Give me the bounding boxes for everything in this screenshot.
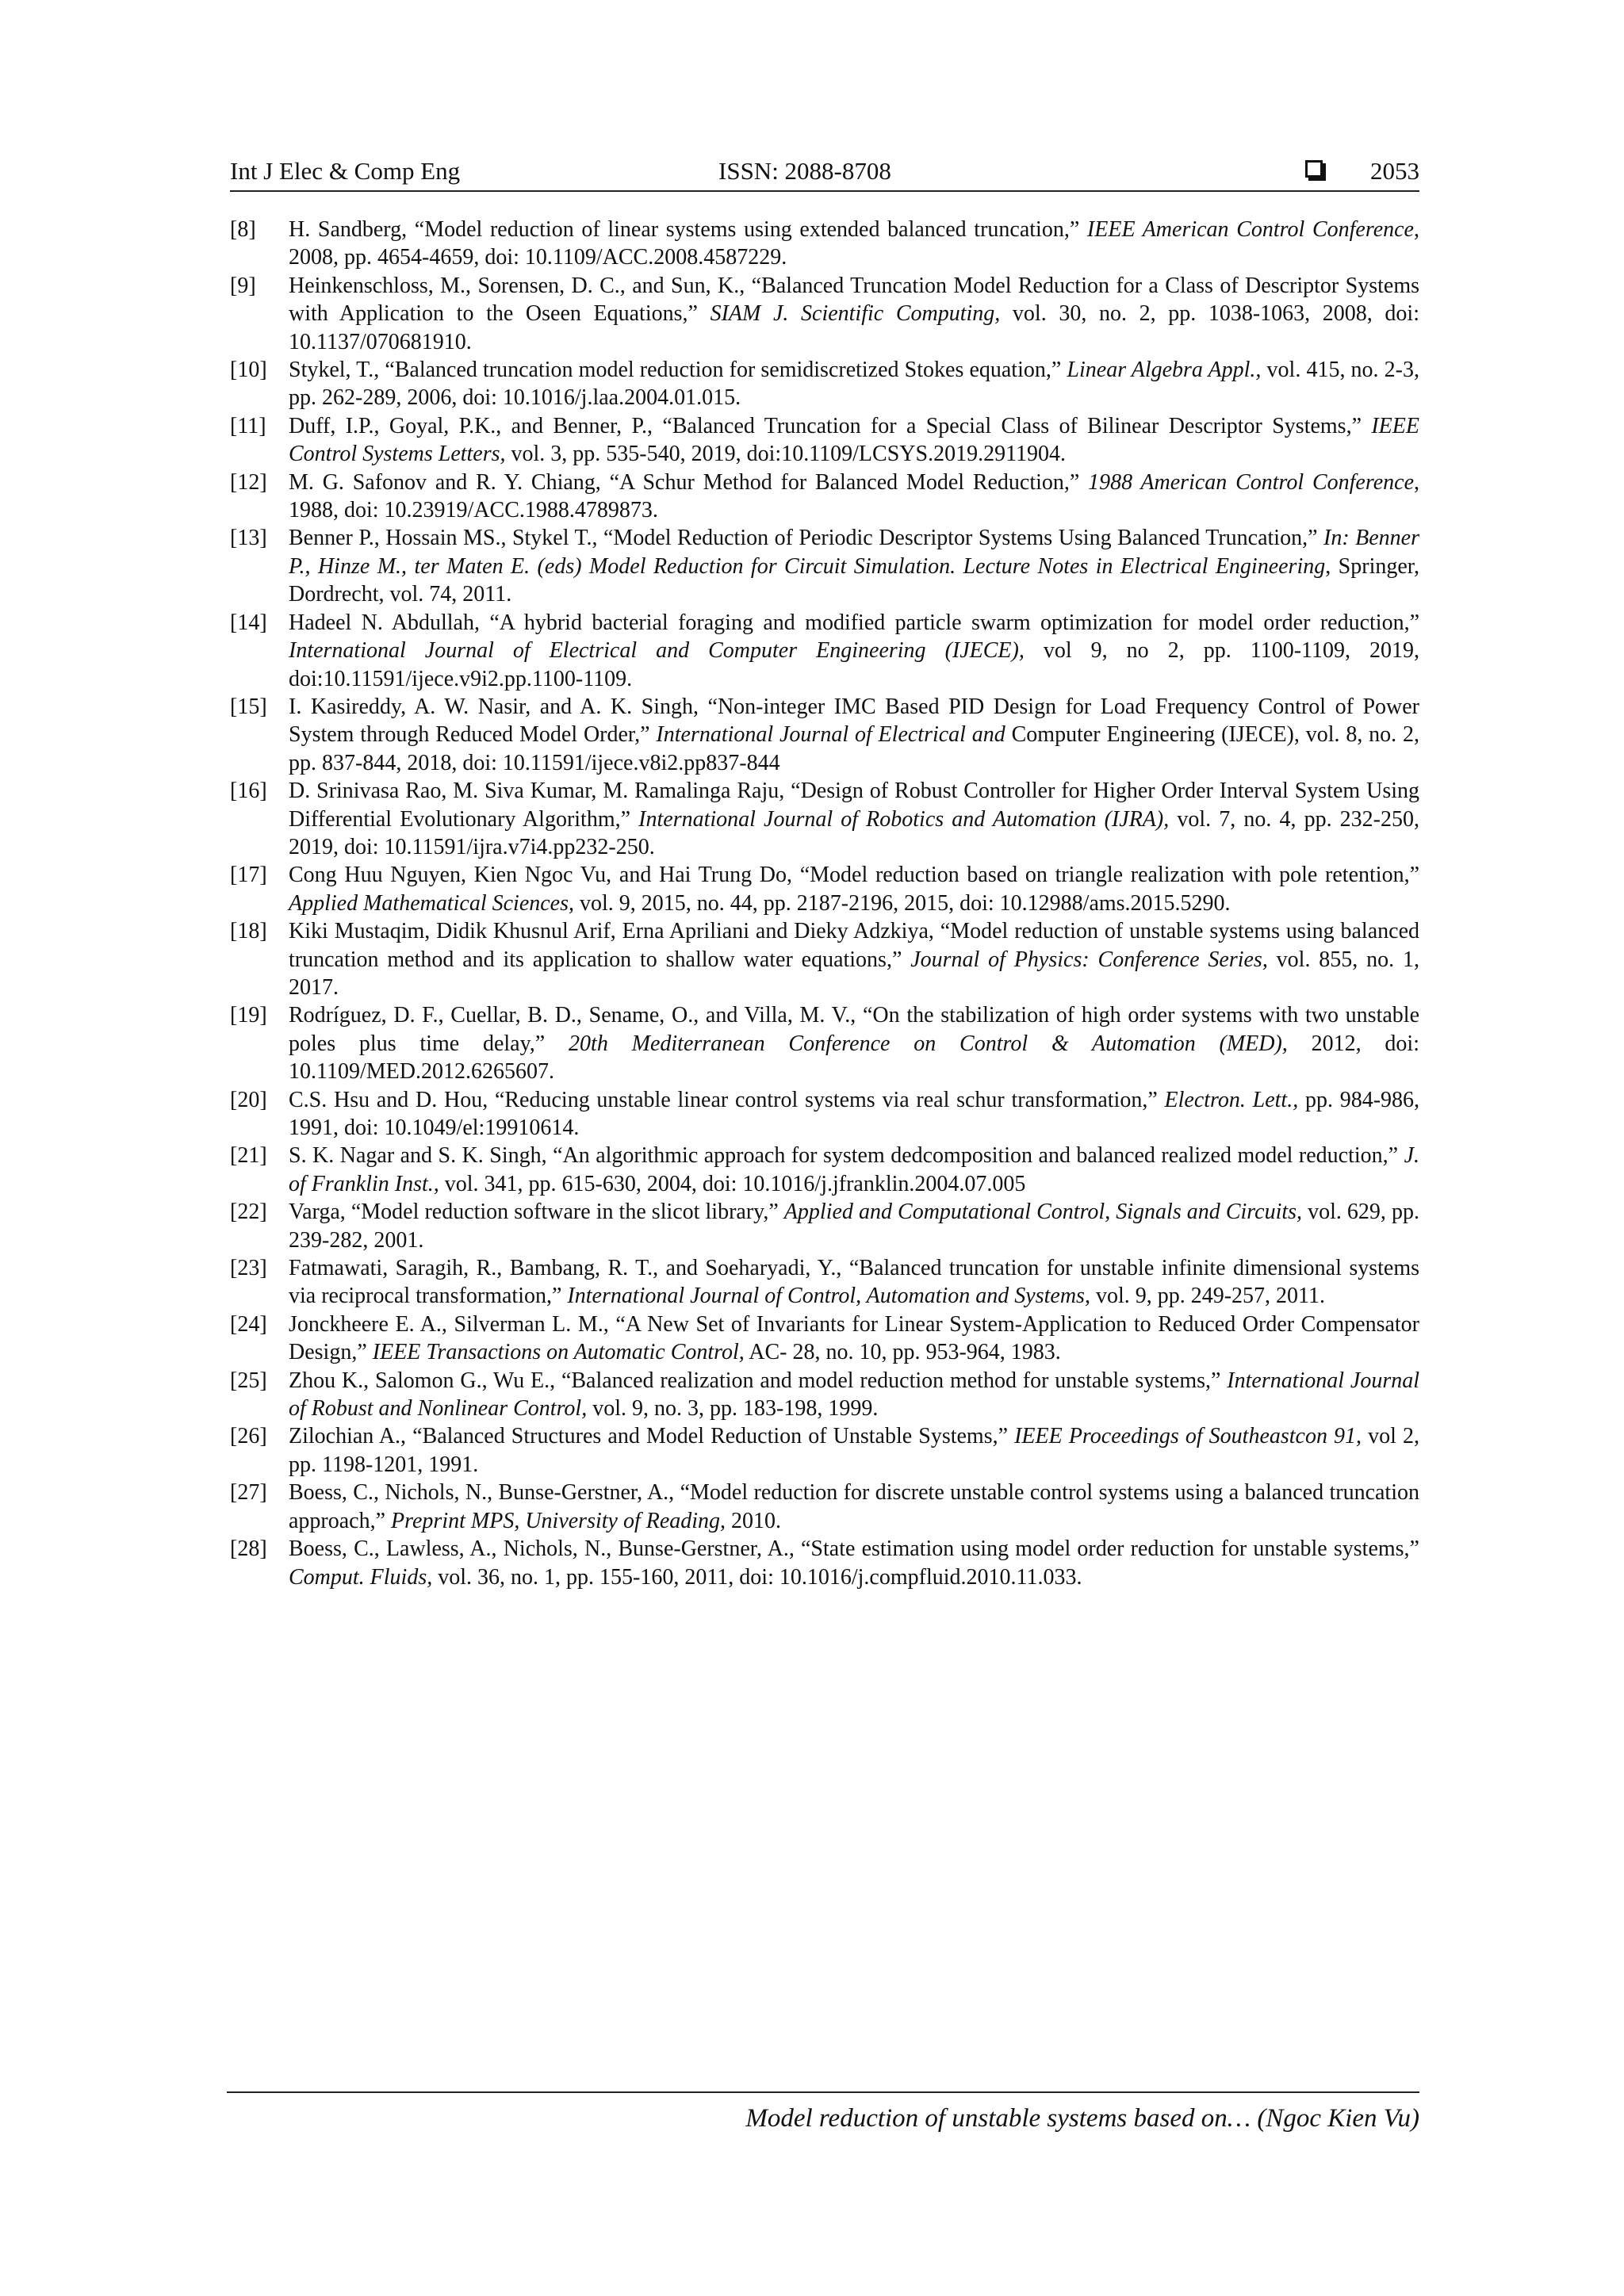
references-list [230,216,1419,1591]
reference-number: [28] [230,1536,267,1562]
reference-text: D. Srinivasa Rao, M. Siva Kumar, M. Ramalinga Raju, “Design of Robust Controller for Higher Order Interval System Using Differential Evolutionary Algorithm,” [289,779,1419,832]
reference-number: [12] [230,469,267,495]
reference-number: [21] [230,1143,267,1169]
reference-item [230,861,1419,917]
reference-text: vol. 9, pp. 249-257, 2011. [1090,1284,1326,1309]
reference-item [230,693,1419,777]
box-bullet-icon [1305,160,1323,178]
reference-text: vol. 415, no. 2-3, pp. 262-289, 2006, doi: 10.1016/j.laa.2004.01.015. [289,358,1419,411]
reference-number: [26] [230,1424,267,1449]
reference-text: C.S. Hsu and D. Hou, “Reducing unstable linear control systems via real schur transformation,” [289,1087,1165,1112]
reference-source: SIAM J. Scientific Computing, [710,301,1001,327]
reference-text: vol. 341, pp. 615-630, 2004, doi: 10.1016/j.jfranklin.2004.07.005 [439,1171,1026,1196]
reference-item [230,917,1419,1001]
reference-text: Fatmawati, Saragih, R., Bambang, R. T., and Soeharyadi, Y., “Balanced truncation for unstable infinite dimensional systems via reciprocal transformation,” [289,1256,1419,1309]
reference-number: [17] [230,863,267,888]
reference-item [230,1422,1419,1479]
reference-text: H. Sandberg, “Model reduction of linear systems using extended balanced truncation,” [289,217,1087,242]
reference-text: Kiki Mustaqim, Didik Khusnul Arif, Erna Apriliani and Dieky Adzkiya, “Model reduction of unstable systems using balanced truncation method and its application to shallow water equations,” [289,919,1419,972]
reference-text: , 2008 [289,217,1419,270]
reference-item [230,1198,1419,1254]
reference-number: [11] [230,413,266,438]
reference-source: , [333,245,339,270]
reference-text: Zilochian A., “Balanced Structures and Model Reduction of Unstable Systems,” [289,1424,1015,1449]
reference-source: Preprint MPS, University of Reading, [391,1508,726,1533]
reference-number: [24] [230,1311,267,1337]
reference-item [230,1311,1419,1367]
reference-text: vol 2, pp. 1198-1201, 1991. [289,1424,1419,1477]
reference-text: S. K. Nagar and S. K. Singh, “An algorithmic approach for system dedcomposition and balanced realized model reduction,” [289,1143,1404,1169]
reference-item [230,1001,1419,1085]
reference-text: AC- 28, no. 10, pp. 953-964, 1983. [744,1340,1061,1365]
reference-item [230,1142,1419,1198]
reference-source: In: Benner P., Hinze M., ter Maten E. (eds) Model Reduction for Circuit Simulation. Lecture Notes in Electrical Engineering [289,526,1419,579]
reference-text: Jonckheere E. A., Silverman L. M., “A New Set of Invariants for Linear System-Application to Reduced Order Compensator Design,” [289,1311,1419,1365]
reference-text: Cong Huu Nguyen, Kien Ngoc Vu, and Hai Trung Do, “Model reduction based on triangle realization with pole retention,” [289,863,1419,888]
reference-source: Applied and Computational Control, Signals and Circuits, [783,1200,1303,1225]
reference-text: Computer Engineering (IJECE), vol. 8, no. 2, pp. 837-844, 2018, doi: 10.11591/ijece.v8i2.pp837-844 [289,722,1419,775]
reference-text: 2010. [726,1508,782,1533]
reference-item [230,1254,1419,1311]
reference-item [230,609,1419,693]
reference-source: International Journal of Electrical and [656,722,1005,748]
reference-item [230,412,1419,469]
reference-source: International Journal of Robust and Nonlinear Control, [289,1368,1419,1422]
issn: ISSN: 2088-8708 [718,157,891,185]
reference-text: Boess, C., Lawless, A., Nichols, N., Bunse-Gerstner, A., “State estimation using model order reduction for unstable systems,” [289,1536,1419,1562]
reference-text: vol. 9, 2015, no. 44, pp. 2187-2196, 2015, doi: 10.12988/ams.2015.5290. [574,890,1231,916]
header-rule [230,190,1419,192]
journal-name: Int J Elec & Comp Eng [230,157,461,185]
reference-source: IEEE Proceedings of Southeastcon 91, [1014,1424,1362,1449]
reference-item [230,1479,1419,1535]
reference-text: Stykel, T., “Balanced truncation model reduction for semidiscretized Stokes equation,” [289,358,1067,383]
reference-text: vol. 855, no. 1, 2017. [289,947,1420,1000]
reference-item [230,216,1419,272]
reference-text: , 1988, doi: 10.23919/ACC.1988.4789873. [289,469,1419,523]
reference-text: M. G. Safonov and R. Y. Chiang, “A Schur Method for Balanced Model Reduction,” [289,469,1089,495]
reference-source: International Journal of Electrical and Computer Engineering (IJECE), [289,638,1025,664]
reference-source: Electron. Lett., [1164,1087,1299,1112]
reference-number: [8] [230,217,256,242]
reference-text: Rodríguez, D. F., Cuellar, B. D., Sename, O., and Villa, M. V., “On the stabilization of high order systems with two unstable poles plus time delay,” [289,1003,1419,1056]
reference-number: [19] [230,1003,267,1028]
reference-text: vol. 9, no. 3, pp. 183-198, 1999. [587,1396,879,1422]
reference-source: International Journal of Control, Automation and Systems, [567,1284,1090,1309]
page-number: 2053 [1370,157,1419,185]
reference-text: Heinkenschloss, M., Sorensen, D. C., and Sun, K., “Balanced Truncation Model Reduction for a Class of Descriptor Systems with Application to the Oseen Equations,” [289,273,1419,327]
reference-number: [25] [230,1368,267,1393]
reference-number: [13] [230,526,267,551]
reference-number: [9] [230,273,256,298]
reference-text: pp. 984-986, 1991, doi: 10.1049/el:19910614. [289,1087,1420,1140]
reference-source: J. of Franklin Inst., [289,1143,1419,1196]
reference-text: vol. 7, no. 4, pp. 232-250, 2019, doi: 10.11591/ijra.v7i4.pp232-250. [289,806,1420,859]
reference-item [230,524,1419,608]
reference-text: vol. 629, pp. 239-282, 2001. [289,1200,1419,1253]
reference-source: Linear Algebra Appl., [1067,358,1262,383]
reference-item [230,1086,1419,1142]
reference-text: vol. 30, no. 2, pp. 1038-1063, 2008, doi: 10.1137/070681910. [289,301,1419,354]
reference-source: 20th Mediterranean Conference on Control & Automation (MED), [569,1031,1288,1056]
reference-text: Boess, C., Nichols, N., Bunse-Gerstner, A., “Model reduction for discrete unstable control systems using a balanced truncation approach,” [289,1480,1419,1533]
running-footer: Model reduction of unstable systems based on… (Ngoc Kien Vu) [745,2104,1419,2133]
reference-source: IEEE Control Systems Letters, [289,413,1419,467]
reference-number: [27] [230,1480,267,1506]
reference-number: [15] [230,694,267,719]
reference-text: , Springer, Dordrecht, vol. 74, 2011. [289,553,1419,607]
reference-item [230,1367,1419,1423]
reference-text: Benner P., Hossain MS., Stykel T., “Model Reduction of Periodic Descriptor Systems Using Balanced Truncation,” [289,526,1323,551]
reference-text: Varga, “Model reduction software in the slicot library,” [289,1200,784,1225]
reference-text: Zhou K., Salomon G., Wu E., “Balanced realization and model reduction method for unstable systems,” [289,1368,1228,1393]
reference-item [230,1535,1419,1591]
reference-source: Applied Mathematical Sciences, [289,890,574,916]
reference-item [230,469,1419,525]
page-header [230,155,1419,187]
reference-source: Journal of Physics: Conference Series, [910,947,1268,972]
reference-text: I. Kasireddy, A. W. Nasir, and A. K. Singh, “Non-integer IMC Based PID Design for Load Frequency Control of Power System through Reduced Model Order,” [289,694,1419,748]
reference-source: Comput. Fluids, [289,1564,433,1590]
reference-text: vol. 36, no. 1, pp. 155-160, 2011, doi: 10.1016/j.compfluid.2010.11.033. [432,1564,1082,1590]
reference-source: 1988 American Control Conference [1088,469,1414,495]
reference-source: IEEE Transactions on Automatic Control, [372,1340,745,1365]
reference-number: [20] [230,1087,267,1112]
reference-text: 2012, doi: 10.1109/MED.2012.6265607. [289,1031,1419,1085]
reference-text: vol. 3, pp. 535-540, 2019, doi:10.1109/LCSYS.2019.2911904. [505,442,1067,467]
reference-item [230,356,1419,412]
reference-item [230,777,1419,861]
reference-number: [18] [230,919,267,944]
reference-number: [16] [230,779,267,804]
reference-number: [23] [230,1256,267,1281]
reference-text: pp. 4654-4659, doi: 10.1109/ACC.2008.4587229. [339,245,787,270]
reference-source: International Journal of Robotics and Automation (IJRA), [638,806,1170,832]
reference-number: [14] [230,610,267,635]
reference-item [230,272,1419,356]
footer-rule [227,2091,1419,2093]
reference-text: Hadeel N. Abdullah, “A hybrid bacterial foraging and modified particle swarm optimization for model order reduction,” [289,610,1419,635]
reference-number: [10] [230,358,267,383]
reference-number: [22] [230,1200,267,1225]
reference-source: IEEE American Control Conference [1086,217,1414,242]
reference-text: vol 9, no 2, pp. 1100-1109, 2019, doi:10.11591/ijece.v9i2.pp.1100-1109. [289,638,1419,691]
reference-text: Duff, I.P., Goyal, P.K., and Benner, P., “Balanced Truncation for a Special Class of Bilinear Descriptor Systems,” [289,413,1372,438]
